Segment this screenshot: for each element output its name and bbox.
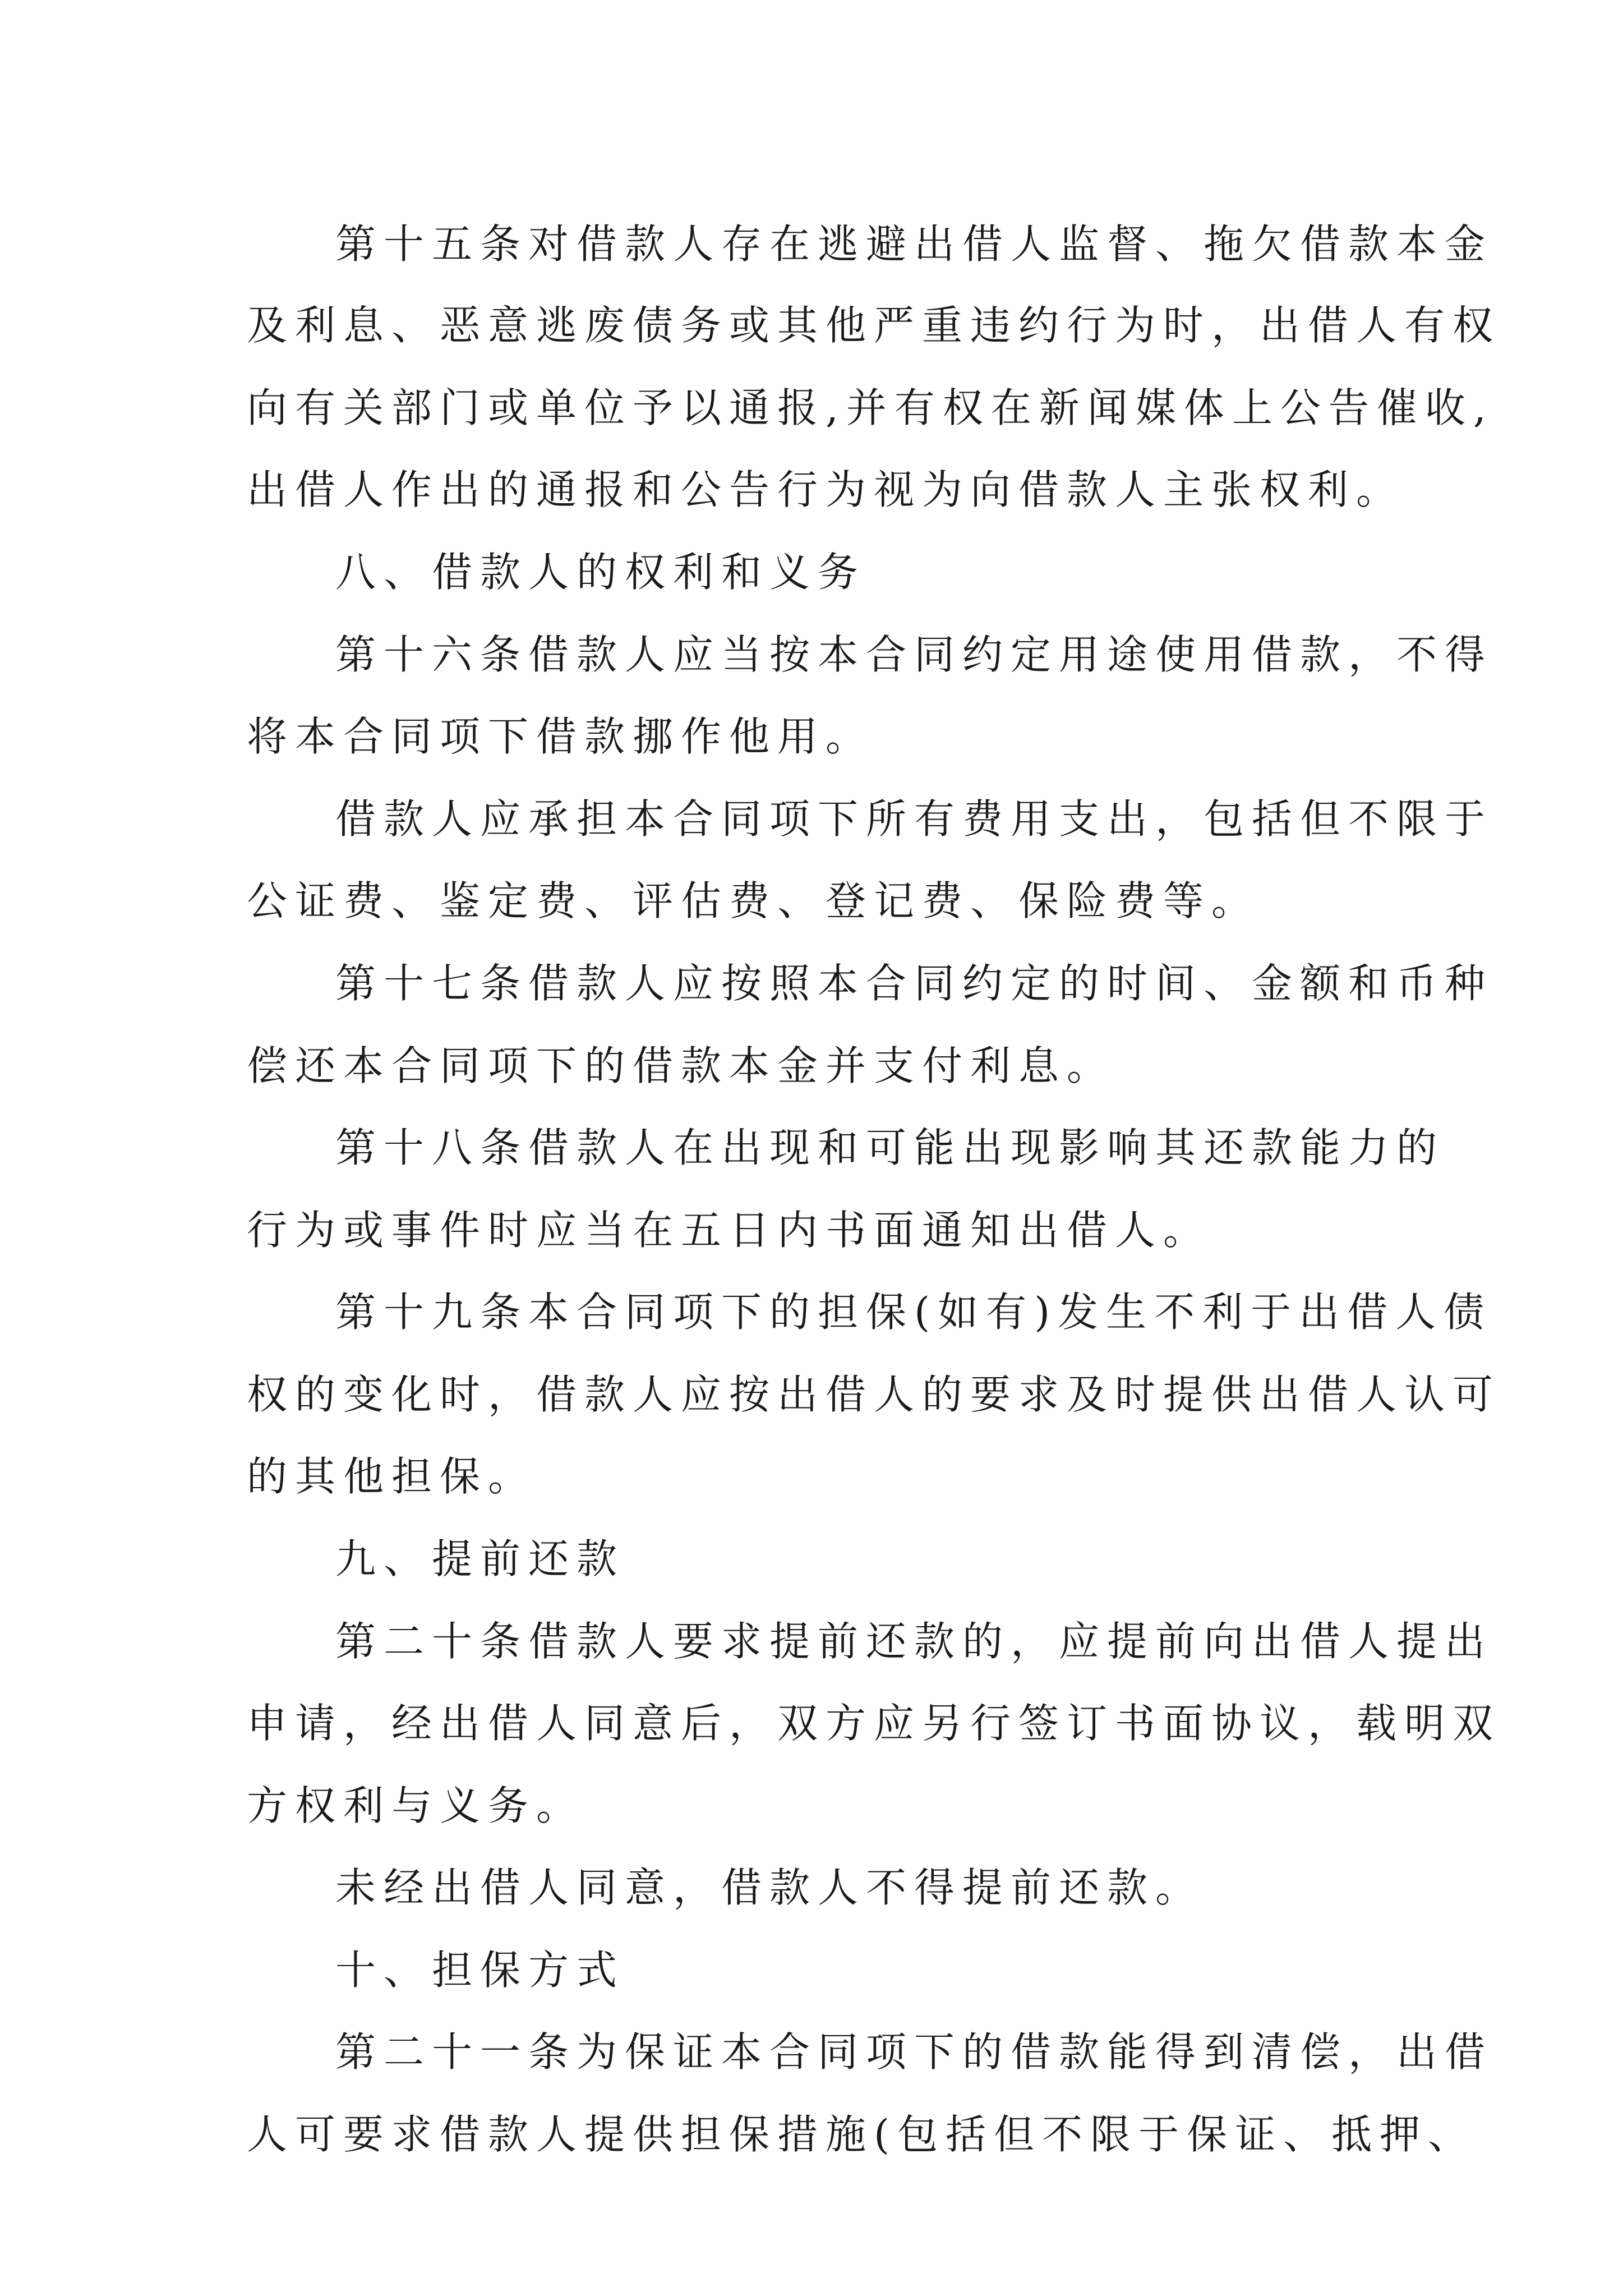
text-line: 方权利与义务。 <box>247 1782 585 1829</box>
section-heading: 十、担保方式 <box>335 1947 625 1994</box>
text-line: 出借人作出的通报和公告行为视为向借款人主张权利。 <box>247 466 1405 513</box>
text-line: 的其他担保。 <box>247 1453 537 1500</box>
text-line: 未经出借人同意，借款人不得提前还款。 <box>335 1864 1204 1911</box>
text-line: 公证费、鉴定费、评估费、登记费、保险费等。 <box>247 877 1260 924</box>
section-heading: 八、借款人的权利和义务 <box>335 549 866 596</box>
text-line: 第十九条本合同项下的担保(如有)发生不利于出借人债 <box>335 1289 1492 1336</box>
text-line: 第十五条对借款人存在逃避出借人监督、拖欠借款本金 <box>335 220 1493 268</box>
text-line: 第二十一条为保证本合同项下的借款能得到清偿，出借 <box>335 2028 1493 2076</box>
text-line: 借款人应承担本合同项下所有费用支出，包括但不限于 <box>335 795 1493 843</box>
text-line: 偿还本合同项下的借款本金并支付利息。 <box>247 1042 1115 1089</box>
text-line: 行为或事件时应当在五日内书面通知出借人。 <box>247 1207 1212 1254</box>
text-line: 第十八条借款人在出现和可能出现影响其还款能力的 <box>335 1124 1445 1171</box>
text-line: 将本合同项下借款挪作他用。 <box>247 713 874 760</box>
text-line: 第二十条借款人要求提前还款的，应提前向出借人提出 <box>335 1618 1493 1665</box>
text-line: 权的变化时，借款人应按出借人的要求及时提供出借人认可 <box>247 1371 1501 1418</box>
text-line: 第十七条借款人应按照本合同约定的时间、金额和币种 <box>335 960 1493 1007</box>
text-line: 第十六条借款人应当按本合同约定用途使用借款，不得 <box>335 631 1493 678</box>
text-line: 及利息、恶意逃废债务或其他严重违约行为时，出借人有权 <box>247 302 1501 349</box>
section-heading: 九、提前还款 <box>335 1535 625 1582</box>
text-line: 申请，经出借人同意后，双方应另行签订书面协议，载明双 <box>247 1700 1501 1747</box>
text-line: 人可要求借款人提供担保措施(包括但不限于保证、抵押、 <box>247 2111 1477 2158</box>
text-line: 向有关部门或单位予以通报,并有权在新闻媒体上公告催收, <box>247 384 1494 431</box>
